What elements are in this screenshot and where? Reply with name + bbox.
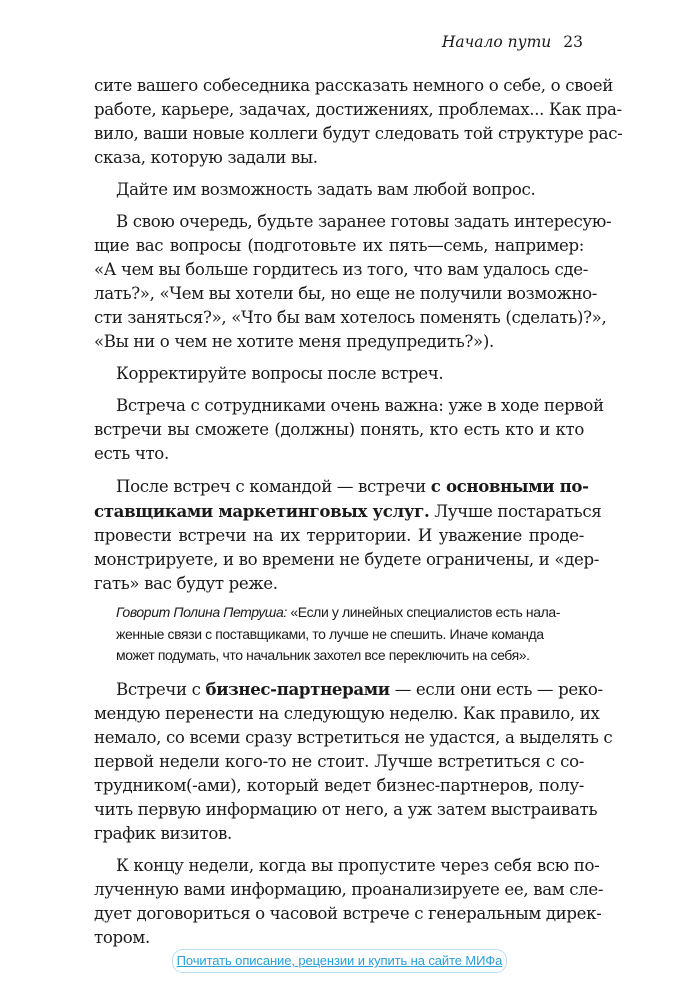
text-line: гать» вас будут реже.	[94, 574, 278, 593]
text-line: В свою очередь, будьте заранее готовы задать интересую-	[116, 212, 612, 231]
paragraph	[94, 210, 612, 354]
text-line: сите вашего собеседника рассказать немного о себе, о своей	[94, 76, 613, 95]
text-line: провести встречи на их территории. И уважение продe-	[94, 526, 584, 545]
text-line	[94, 677, 603, 702]
text-line: дует договориться о часовой встрече с генеральным дирек-	[94, 903, 602, 923]
paragraph	[94, 74, 623, 170]
quote-text: «Если у линейных специалистов есть нала-	[286, 604, 561, 620]
text-line: К концу недели, когда вы пропустите через себя всю по-	[116, 855, 600, 875]
text-line: лать?», «Чем вы хотели бы, но еще не получили возможно-	[94, 284, 598, 303]
text-line: вило, ваши новые коллеги будут следовать той структуре рас-	[94, 124, 623, 143]
running-head	[442, 33, 583, 51]
text-line: «Вы ни о чем не хотите меня предупредить?»).	[94, 332, 494, 351]
paragraph	[94, 474, 602, 596]
section-title: Начало пути	[441, 33, 552, 51]
text-line: чить первую информацию от него, а уж затем выстраивать	[94, 799, 598, 819]
text-run: После встреч с командой — встречи	[116, 477, 431, 496]
text-line: первой недели кого-то не стоит. Лучше встретиться с со-	[94, 751, 584, 771]
text-line	[94, 499, 602, 524]
bold-term: ставщиками маркетинговых услуг.	[94, 501, 430, 521]
text-line: лученную вами информацию, проанализируете ее, вам сле-	[94, 879, 604, 899]
buy-book-link-text: Почитать описание, рецензии и купить на сайте МИФа	[176, 953, 503, 968]
body-text	[94, 74, 623, 950]
bold-term: с основными по-	[430, 476, 589, 496]
text-line: работе, карьере, задачах, достижениях, проблемах... Как пра-	[94, 100, 622, 119]
text-line: сказа, которую задали вы.	[94, 148, 318, 167]
text-line: есть что.	[94, 444, 169, 463]
text-line: щие вас вопросы (подготовьте их пять—семь, например:	[94, 236, 584, 255]
text-run: — если они есть — реко-	[389, 679, 603, 699]
text-line	[94, 474, 589, 499]
text-line: «А чем вы больше гордитесь из того, что вам удалось сде-	[94, 260, 589, 279]
paragraph	[94, 854, 604, 950]
text-line: сти заняться?», «Что бы вам хотелось поменять (сделать)?»,	[94, 308, 607, 327]
page-number: 23	[563, 33, 583, 51]
text-line: монстрируете, и во времени не будете ограничены, и «дер-	[94, 550, 600, 569]
paragraph	[94, 362, 584, 386]
quote-line: женные связи с поставщиками, то лучше не спешить. Иначе команда	[116, 625, 544, 642]
buy-book-link[interactable]	[172, 949, 507, 973]
text-run: Встречи с	[116, 679, 206, 699]
bold-term: бизнес-партнерами	[205, 678, 390, 699]
text-run: Лучше постараться	[429, 502, 602, 521]
text-line: тором.	[94, 927, 150, 947]
text-line: Встреча с сотрудниками очень важна: уже в ходе первой	[116, 396, 604, 415]
text-line: встречи вы сможете (должны) понять, кто есть кто и кто	[94, 420, 584, 439]
text-line: Корректируйте вопросы после встреч.	[116, 364, 444, 383]
text-line: немало, со всеми сразу встретиться не удастся, а выделять с	[94, 727, 613, 747]
quote-line: может подумать, что начальник захотел все переключить на себя».	[116, 647, 530, 663]
paragraph	[94, 178, 584, 202]
quote-speaker: Говорит Полина Петруша:	[116, 604, 287, 620]
text-line: график визитов.	[94, 823, 232, 843]
text-line: мендую перенести на следующую неделю. Как правило, их	[94, 703, 600, 723]
text-line: Дайте им возможность задать вам любой вопрос.	[116, 180, 536, 199]
paragraph	[94, 677, 613, 846]
quote-block	[116, 602, 584, 667]
text-line: трудником(-ами), который ведет бизнес-партнеров, полу-	[94, 775, 584, 795]
quote-line	[116, 602, 584, 624]
paragraph	[94, 394, 604, 466]
